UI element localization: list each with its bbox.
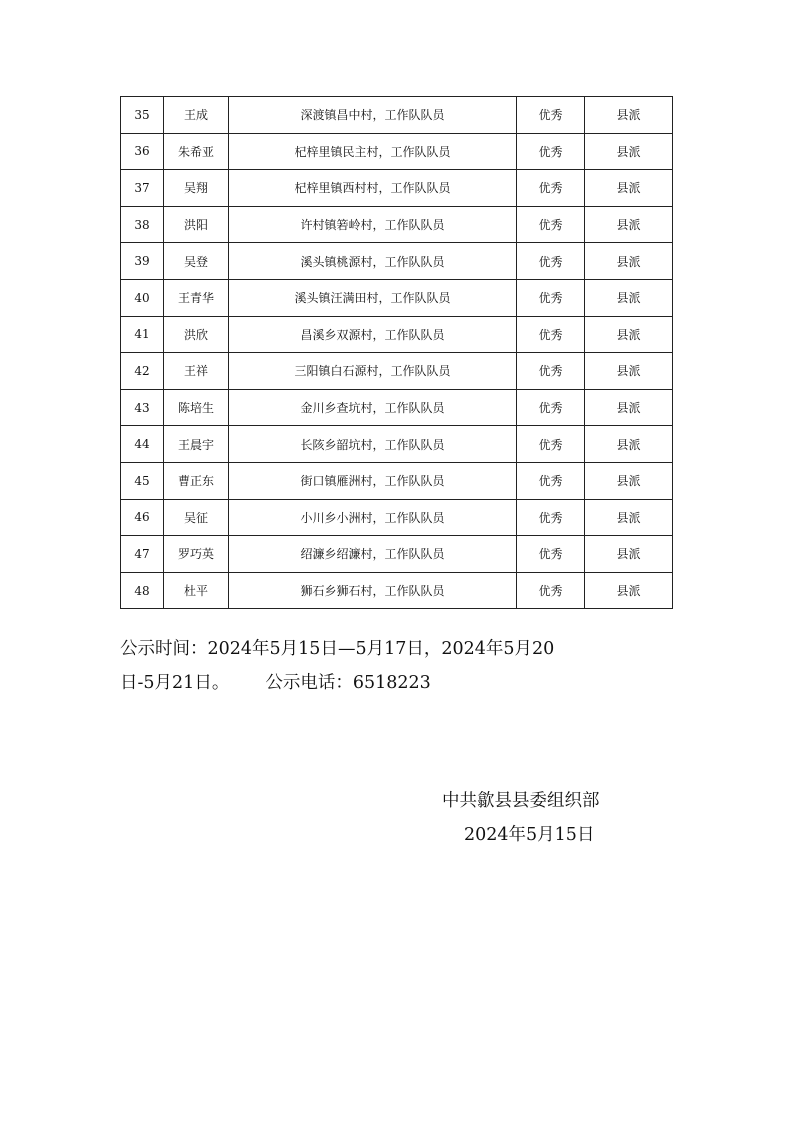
cell-name: 陈培生 [164, 389, 229, 426]
cell-number: 41 [121, 316, 164, 353]
table-row [121, 536, 673, 573]
cell-grade: 优秀 [517, 316, 585, 353]
table-row [121, 243, 673, 280]
roster-table [120, 96, 673, 609]
cell-dispatch-type: 县派 [585, 279, 673, 316]
cell-name: 王成 [164, 97, 229, 134]
table-row [121, 499, 673, 536]
cell-unit-position: 长陔乡韶坑村，工作队队员 [229, 426, 517, 463]
cell-name: 杜平 [164, 572, 229, 609]
table-row [121, 572, 673, 609]
cell-number: 42 [121, 353, 164, 390]
table-row [121, 426, 673, 463]
cell-number: 38 [121, 206, 164, 243]
cell-grade: 优秀 [517, 279, 585, 316]
cell-grade: 优秀 [517, 572, 585, 609]
roster-table-body [121, 97, 673, 609]
cell-grade: 优秀 [517, 97, 585, 134]
cell-unit-position: 金川乡查坑村，工作队队员 [229, 389, 517, 426]
cell-number: 45 [121, 462, 164, 499]
issuing-organization: 中共歙县县委组织部 [442, 791, 600, 811]
cell-unit-position: 小川乡小洲村，工作队队员 [229, 499, 517, 536]
cell-number: 48 [121, 572, 164, 609]
cell-unit-position: 杞梓里镇西村村，工作队队员 [229, 170, 517, 207]
cell-grade: 优秀 [517, 536, 585, 573]
cell-name: 王晨宇 [164, 426, 229, 463]
cell-dispatch-type: 县派 [585, 133, 673, 170]
cell-dispatch-type: 县派 [585, 206, 673, 243]
cell-name: 王祥 [164, 353, 229, 390]
signature-block [430, 784, 670, 852]
cell-dispatch-type: 县派 [585, 572, 673, 609]
notice-phone: 公示电话：6518223 [265, 673, 431, 693]
cell-number: 47 [121, 536, 164, 573]
notice-paragraph [120, 632, 690, 700]
cell-name: 朱希亚 [164, 133, 229, 170]
table-row [121, 316, 673, 353]
cell-grade: 优秀 [517, 426, 585, 463]
cell-grade: 优秀 [517, 389, 585, 426]
cell-dispatch-type: 县派 [585, 426, 673, 463]
cell-number: 46 [121, 499, 164, 536]
cell-dispatch-type: 县派 [585, 353, 673, 390]
cell-number: 40 [121, 279, 164, 316]
cell-grade: 优秀 [517, 499, 585, 536]
table-row [121, 133, 673, 170]
table-row [121, 462, 673, 499]
cell-name: 王青华 [164, 279, 229, 316]
cell-unit-position: 三阳镇白石源村，工作队队员 [229, 353, 517, 390]
cell-grade: 优秀 [517, 133, 585, 170]
cell-grade: 优秀 [517, 353, 585, 390]
table-row [121, 97, 673, 134]
cell-grade: 优秀 [517, 243, 585, 280]
issue-date: 2024年5月15日 [464, 825, 595, 845]
cell-dispatch-type: 县派 [585, 462, 673, 499]
notice-period-line: 公示时间：2024年5月15日—5月17日，2024年5月20 [120, 639, 555, 659]
cell-name: 洪欣 [164, 316, 229, 353]
cell-grade: 优秀 [517, 206, 585, 243]
cell-number: 37 [121, 170, 164, 207]
cell-number: 36 [121, 133, 164, 170]
cell-dispatch-type: 县派 [585, 97, 673, 134]
cell-dispatch-type: 县派 [585, 536, 673, 573]
cell-name: 吴登 [164, 243, 229, 280]
cell-number: 44 [121, 426, 164, 463]
cell-name: 吴翔 [164, 170, 229, 207]
cell-unit-position: 杞梓里镇民主村，工作队队员 [229, 133, 517, 170]
cell-unit-position: 昌溪乡双源村，工作队队员 [229, 316, 517, 353]
cell-number: 39 [121, 243, 164, 280]
cell-unit-position: 街口镇雁洲村，工作队队员 [229, 462, 517, 499]
table-row [121, 353, 673, 390]
cell-dispatch-type: 县派 [585, 389, 673, 426]
notice-period-continuation: 日-5月21日。 [120, 673, 230, 693]
cell-unit-position: 深渡镇昌中村，工作队队员 [229, 97, 517, 134]
cell-name: 吴征 [164, 499, 229, 536]
cell-unit-position: 绍濂乡绍濂村，工作队队员 [229, 536, 517, 573]
cell-name: 罗巧英 [164, 536, 229, 573]
cell-name: 曹正东 [164, 462, 229, 499]
table-row [121, 389, 673, 426]
cell-grade: 优秀 [517, 170, 585, 207]
table-row [121, 170, 673, 207]
cell-unit-position: 溪头镇桃源村，工作队队员 [229, 243, 517, 280]
table-row [121, 206, 673, 243]
cell-number: 43 [121, 389, 164, 426]
notice-second-line [120, 666, 690, 700]
cell-number: 35 [121, 97, 164, 134]
cell-dispatch-type: 县派 [585, 170, 673, 207]
table-row [121, 279, 673, 316]
cell-grade: 优秀 [517, 462, 585, 499]
cell-unit-position: 狮石乡狮石村，工作队队员 [229, 572, 517, 609]
cell-unit-position: 溪头镇汪满田村，工作队队员 [229, 279, 517, 316]
cell-dispatch-type: 县派 [585, 316, 673, 353]
cell-unit-position: 许村镇箬岭村，工作队队员 [229, 206, 517, 243]
cell-dispatch-type: 县派 [585, 499, 673, 536]
cell-name: 洪阳 [164, 206, 229, 243]
cell-dispatch-type: 县派 [585, 243, 673, 280]
